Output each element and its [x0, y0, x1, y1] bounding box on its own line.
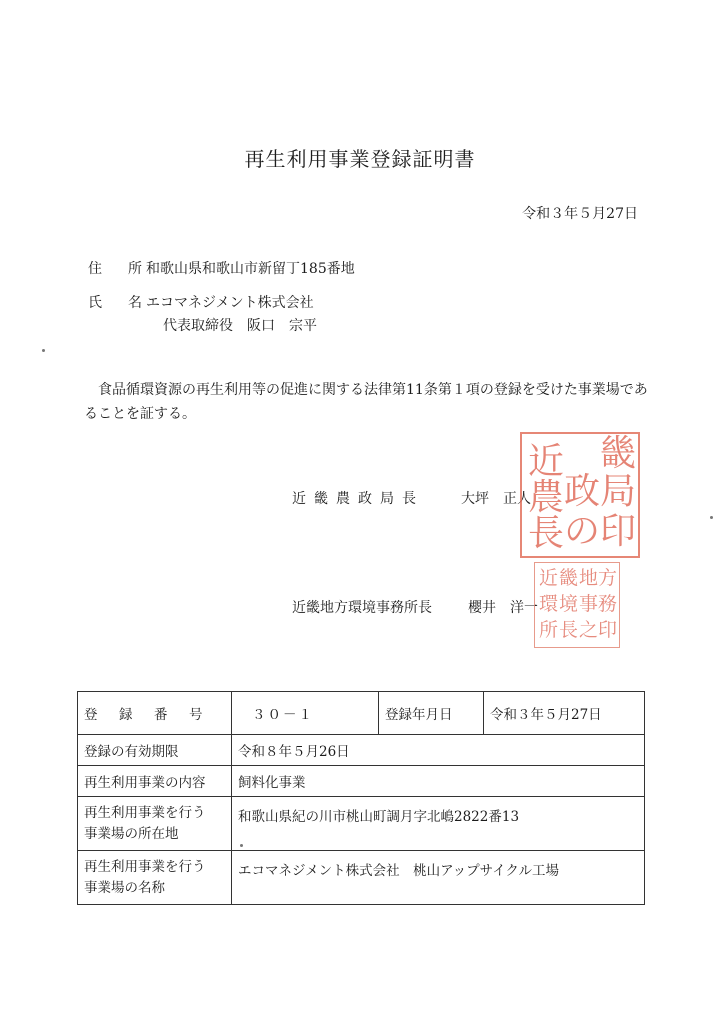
site-name-label: [78, 851, 232, 905]
issuer-2-title: 近畿地方環境事務所長: [292, 600, 432, 616]
seal-char: 畿: [600, 433, 637, 474]
table-row: [78, 692, 645, 735]
scan-speck: [710, 516, 713, 519]
seal-char: 環: [539, 593, 559, 615]
name-label: 氏 名: [88, 295, 148, 311]
document-title: 再生利用事業登録証明書: [244, 147, 476, 171]
seal-char: 近: [528, 441, 565, 482]
representative-name: 代表取締役 阪口 宗平: [163, 318, 317, 334]
registration-number-value: ３０－１: [232, 692, 379, 735]
issuer-1-name: 大坪 正人: [461, 491, 531, 507]
site-name-label-line-2: 事業場の名称: [84, 879, 165, 896]
kinki-environment-seal: [534, 562, 620, 648]
seal-char: 務: [598, 593, 618, 615]
seal-char: 印: [600, 511, 637, 552]
seal-char: 近: [539, 567, 559, 589]
seal-char: 印: [598, 619, 618, 641]
table-row: [78, 851, 645, 905]
content-value: 飼料化事業: [232, 766, 645, 797]
table-row: [78, 735, 645, 766]
scan-speck: [240, 844, 243, 847]
content-label: 再生利用事業の内容: [78, 766, 232, 797]
location-label-line-2: 事業場の所在地: [84, 825, 179, 842]
table-row: [78, 766, 645, 797]
seal-char: 畿: [559, 567, 579, 589]
seal-char: 所: [539, 619, 559, 641]
registration-date-label: 登録年月日: [379, 692, 484, 735]
seal-char: 地: [579, 567, 599, 589]
seal-char: 之: [579, 619, 599, 641]
seal-char: 事: [579, 593, 599, 615]
validity-value: 令和８年５月26日: [232, 735, 645, 766]
address-value: 和歌山県和歌山市新留丁185番地: [146, 261, 355, 277]
seal-char: の: [564, 511, 601, 552]
seal-char: 境: [559, 593, 579, 615]
table-row: [78, 797, 645, 851]
kinki-agriculture-seal: [520, 432, 640, 558]
seal-char: 方: [598, 567, 618, 589]
site-name-value: エコマネジメント株式会社 桃山アップサイクル工場: [232, 851, 645, 905]
seal-char: 農: [528, 477, 565, 518]
issuer-2-name: 櫻井 洋一: [468, 600, 538, 616]
issue-date: 令和３年５月27日: [522, 206, 638, 222]
issuer-1-title: 近畿農政局長: [292, 491, 424, 507]
site-name-label-line-1: 再生利用事業を行う: [84, 858, 206, 875]
seal-char: 長: [559, 619, 579, 641]
seal-char: 政: [564, 471, 601, 512]
location-label-line-1: 再生利用事業を行う: [84, 804, 206, 821]
location-label: [78, 797, 232, 851]
registration-date-value: 令和３年５月27日: [484, 692, 645, 735]
scan-speck: [42, 349, 45, 352]
seal-char: 長: [528, 513, 565, 554]
address-label: 住 所: [88, 261, 148, 277]
seal-char: 局: [600, 471, 637, 512]
company-name: エコマネジメント株式会社: [146, 295, 314, 311]
location-value: 和歌山県紀の川市桃山町調月字北嶋2822番13: [232, 797, 645, 851]
registration-table: [77, 691, 645, 905]
registration-number-label: 登 録 番 号: [78, 692, 232, 735]
certification-text: 食品循環資源の再生利用等の促進に関する法律第11条第１項の登録を受けた事業場であることを証する。: [84, 382, 648, 422]
validity-label: 登録の有効期限: [78, 735, 232, 766]
